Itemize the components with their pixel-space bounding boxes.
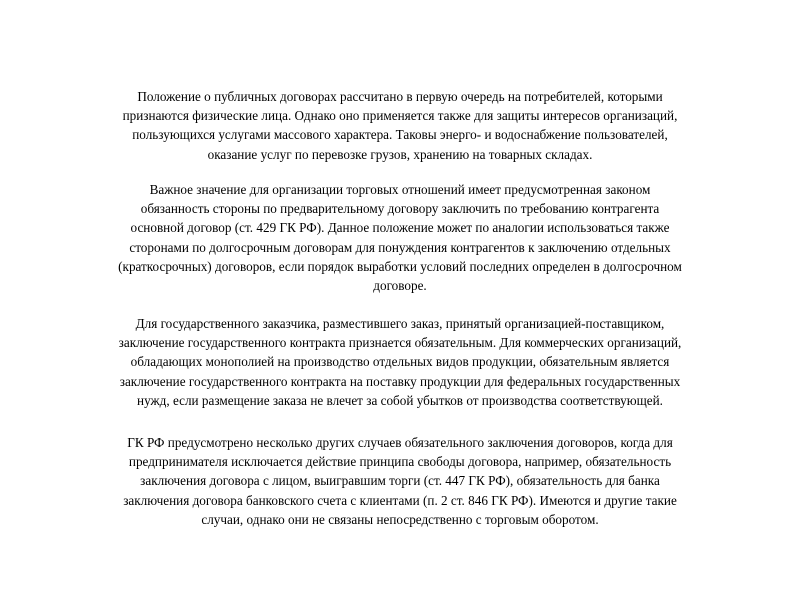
text-line: Положение о публичных договорах рассчитано в первую очередь на потребителей, которыми (137, 89, 663, 104)
text-line: предпринимателя исключается действие принципа свободы договора, например, обязательность (128, 454, 672, 470)
text-line: заключения договора с лицом, выигравшим торги (ст. 447 ГК РФ), обязательность для банка (140, 473, 660, 489)
paragraph-public-contracts (60, 87, 740, 164)
paragraph-other-cases (60, 433, 740, 529)
text-line: основной договор (ст. 429 ГК РФ). Данное положение может по аналогии использоваться также (130, 220, 670, 236)
text-line: заключение государственного контракта признается обязательным. Для коммерческих организаций, (118, 335, 682, 351)
text-line: заключения договора банковского счета с клиентами (п. 2 ст. 846 ГК РФ). Имеются и другие такие (123, 492, 677, 508)
text-line: ГК РФ предусмотрено несколько других случаев обязательного заключения договоров, когда для (127, 435, 673, 450)
text-line: сторонами по долгосрочным договорам для понуждения контрагентов к заключению отдельных (129, 239, 671, 255)
text-line: заключение государственного контракта на поставку продукции для федеральных государственных (119, 373, 681, 389)
text-line: Для государственного заказчика, разместившего заказ, принятый организацией-поставщиком, (135, 316, 665, 331)
text-line: договоре. (373, 278, 427, 294)
text-line: случаи, однако они не связаны непосредственно с торговым оборотом. (201, 511, 599, 527)
text-line: Важное значение для организации торговых отношений имеет предусмотренная законом (149, 182, 651, 197)
text-line: оказание услуг по перевозке грузов, хранению на товарных складах. (207, 146, 593, 162)
paragraph-preliminary-contract (60, 180, 740, 295)
text-line: признаются физические лица. Однако оно применяется также для защиты интересов организаций, (122, 108, 678, 124)
text-line: обязанность стороны по предварительному договору заключить по требованию контрагента (140, 201, 660, 217)
text-line: (краткосрочных) договоров, если порядок выработки условий последних определен в долгосрочном (118, 258, 682, 274)
text-line: нужд, если размещение заказа не влечет за собой убытков от производства соответствующей. (137, 392, 663, 408)
text-line: пользующихся услугами массового характера. Таковы энерго- и водоснабжение пользователей, (132, 127, 668, 143)
text-line: обладающих монополией на производство отдельных видов продукции, обязательным является (130, 354, 670, 370)
paragraph-state-contract (60, 314, 740, 410)
